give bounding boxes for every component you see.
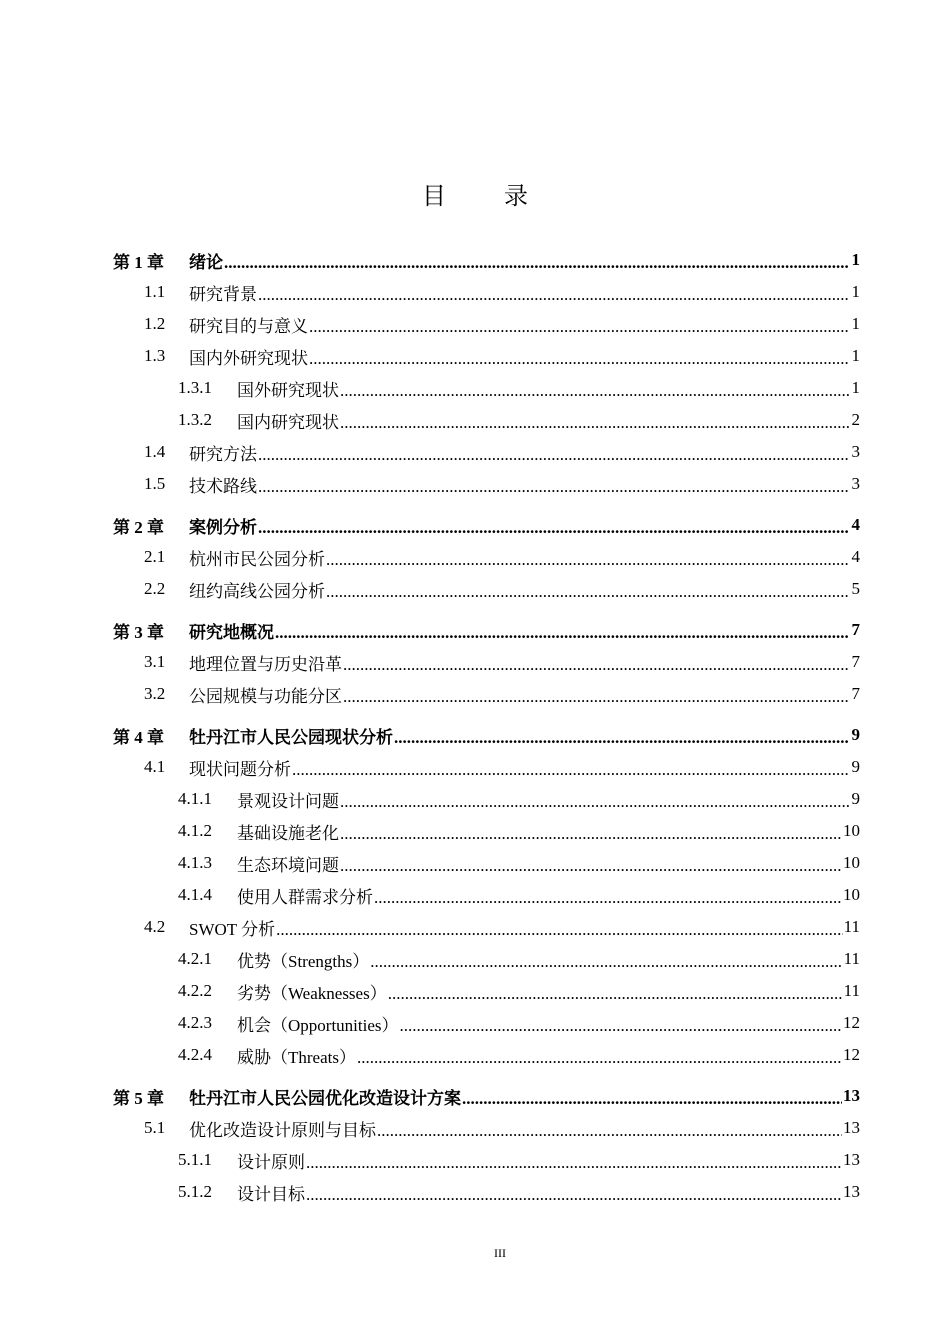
toc-entry[interactable] (113, 468, 860, 500)
toc-entry-page: 12 (843, 1045, 860, 1064)
toc-entry-number: 2.1 (144, 547, 166, 566)
toc-entry-page: 11 (843, 981, 860, 1000)
dot-leader (326, 550, 849, 570)
toc-entry[interactable] (113, 1112, 860, 1144)
toc-entry-title: 研究背景 (189, 284, 257, 304)
toc-entry-page: 9 (851, 757, 860, 776)
page-number-footer: III (494, 1246, 506, 1260)
toc-entry-page: 7 (851, 684, 860, 703)
toc-entry-title: 优化改造设计原则与目标 (189, 1120, 376, 1140)
dot-leader (309, 349, 849, 369)
toc-entry-title: 地理位置与历史沿革 (189, 654, 342, 674)
toc-entry-number: 4.2.4 (178, 1045, 212, 1064)
toc-entry-page: 1 (851, 346, 860, 365)
toc-entry-page: 10 (843, 821, 860, 840)
toc-entry-page: 2 (851, 410, 860, 429)
dot-leader (357, 1048, 842, 1068)
dot-leader (340, 792, 849, 812)
toc-entry-number: 1.5 (144, 474, 166, 493)
toc-entry-page: 5 (851, 579, 860, 598)
toc-entry-number: 4.2.2 (178, 981, 212, 1000)
toc-entry[interactable] (113, 646, 860, 678)
dot-leader (374, 888, 842, 908)
dot-leader (340, 413, 849, 433)
dot-leader (394, 728, 849, 748)
toc-entry-page: 10 (843, 885, 860, 904)
toc-entry-number: 1.4 (144, 442, 166, 461)
toc-entry-page: 11 (843, 917, 860, 936)
dot-leader (340, 824, 842, 844)
toc-entry-number: 1.1 (144, 282, 166, 301)
toc-entry[interactable] (113, 678, 860, 710)
toc-entry-number: 4.1.3 (178, 853, 212, 872)
toc-entry[interactable] (113, 975, 860, 1007)
toc-entry-title: 劣势（Weaknesses） (237, 983, 387, 1003)
toc-entry-page: 3 (851, 442, 860, 461)
toc-entry-page: 11 (843, 949, 860, 968)
toc-entry-page: 7 (851, 652, 860, 671)
toc-entry[interactable] (113, 1039, 860, 1071)
toc-entry[interactable] (113, 943, 860, 975)
toc-entry[interactable] (113, 1144, 860, 1176)
toc-entry-page: 13 (843, 1118, 860, 1137)
toc-entry[interactable] (113, 541, 860, 573)
toc-entry-page: 1 (851, 250, 860, 269)
toc-entry-title: SWOT 分析 (189, 919, 276, 939)
toc-entry-title: 威胁（Threats） (237, 1047, 356, 1067)
toc-entry[interactable] (113, 436, 860, 468)
toc-entry-title: 案例分析 (189, 517, 257, 537)
toc-entry-number: 2.2 (144, 579, 166, 598)
toc-entry-number: 5.1.2 (178, 1182, 212, 1201)
toc-entry[interactable] (113, 815, 860, 847)
toc-entry-number: 第 1 章 (113, 252, 164, 272)
toc-entry[interactable] (113, 1080, 860, 1112)
toc-entry-number: 4.1.1 (178, 789, 212, 808)
toc-entry-page: 13 (843, 1086, 860, 1105)
toc-entry[interactable] (113, 751, 860, 783)
dot-leader (276, 920, 843, 940)
toc-entry-title: 牡丹江市人民公园优化改造设计方案 (189, 1088, 461, 1108)
toc-entry-page: 1 (851, 282, 860, 301)
toc-entry-number: 4.1.4 (178, 885, 212, 904)
dot-leader (258, 477, 849, 497)
toc-entry-title: 基础设施老化 (237, 823, 339, 843)
toc-entry-page: 3 (851, 474, 860, 493)
toc-entry-title: 国内外研究现状 (189, 348, 308, 368)
toc-entry-number: 第 5 章 (113, 1088, 164, 1108)
toc-entry-title: 技术路线 (189, 476, 257, 496)
toc-entry-number: 4.2 (144, 917, 166, 936)
toc-entry[interactable] (113, 404, 860, 436)
dot-leader (343, 687, 849, 707)
toc-entry-number: 第 3 章 (113, 622, 164, 642)
dot-leader (306, 1185, 842, 1205)
toc-entry[interactable] (113, 879, 860, 911)
toc-entry-title: 研究地概况 (189, 622, 274, 642)
toc-entry[interactable] (113, 276, 860, 308)
toc-entry[interactable] (113, 911, 860, 943)
toc-entry-number: 1.2 (144, 314, 166, 333)
toc-entry-title: 景观设计问题 (237, 791, 339, 811)
toc-entry-number: 1.3.1 (178, 378, 212, 397)
dot-leader (343, 655, 849, 675)
dot-leader (258, 285, 849, 305)
toc-entry[interactable] (113, 1007, 860, 1039)
toc-entry-title: 生态环境问题 (237, 855, 339, 875)
dot-leader (400, 1016, 843, 1036)
dot-leader (258, 518, 849, 538)
dot-leader (326, 582, 849, 602)
toc-entry-page: 10 (843, 853, 860, 872)
toc-entry-number: 5.1.1 (178, 1150, 212, 1169)
toc-entry-number: 5.1 (144, 1118, 166, 1137)
toc-entry-title: 牡丹江市人民公园现状分析 (189, 727, 393, 747)
dot-leader (340, 381, 849, 401)
dot-leader (340, 856, 842, 876)
toc-entry[interactable] (113, 614, 860, 646)
toc-entry-title: 设计目标 (237, 1184, 305, 1204)
toc-entry-title: 优势（Strengths） (237, 951, 370, 971)
toc-entry-title: 绪论 (189, 252, 223, 272)
toc-entry-number: 第 2 章 (113, 517, 164, 537)
dot-leader (306, 1153, 842, 1173)
toc-entry-page: 7 (851, 620, 860, 639)
toc-entry-number: 4.2.3 (178, 1013, 212, 1032)
toc-entry-page: 12 (843, 1013, 860, 1032)
dot-leader (275, 623, 849, 643)
toc-entry-title: 机会（Opportunities） (237, 1015, 399, 1035)
table-of-contents (113, 244, 860, 1208)
toc-entry-title: 公园规模与功能分区 (189, 686, 342, 706)
dot-leader (388, 984, 843, 1004)
toc-entry-number: 4.1 (144, 757, 166, 776)
toc-entry[interactable] (113, 308, 860, 340)
dot-leader (292, 760, 849, 780)
toc-entry[interactable] (113, 340, 860, 372)
toc-entry-title: 设计原则 (237, 1152, 305, 1172)
toc-entry[interactable] (113, 509, 860, 541)
dot-leader (462, 1089, 842, 1109)
toc-entry-title: 现状问题分析 (189, 759, 291, 779)
toc-entry-title: 国内研究现状 (237, 412, 339, 432)
toc-entry-title: 国外研究现状 (237, 380, 339, 400)
toc-entry-number: 4.1.2 (178, 821, 212, 840)
toc-entry-title: 使用人群需求分析 (237, 887, 373, 907)
toc-entry-page: 13 (843, 1182, 860, 1201)
page-title: 目 录 (422, 184, 554, 210)
toc-entry-number: 3.2 (144, 684, 166, 703)
toc-entry-page: 1 (851, 314, 860, 333)
toc-entry-page: 1 (851, 378, 860, 397)
dot-leader (309, 317, 849, 337)
toc-entry-number: 1.3 (144, 346, 166, 365)
toc-entry-page: 9 (851, 789, 860, 808)
toc-entry[interactable] (113, 1176, 860, 1208)
toc-entry[interactable] (113, 244, 860, 276)
dot-leader (224, 253, 849, 273)
toc-entry-title: 杭州市民公园分析 (189, 549, 325, 569)
toc-entry[interactable] (113, 847, 860, 879)
toc-entry-page: 9 (851, 725, 860, 744)
toc-entry-page: 4 (851, 515, 860, 534)
toc-entry-number: 3.1 (144, 652, 166, 671)
dot-leader (258, 445, 849, 465)
dot-leader (370, 952, 842, 972)
toc-entry-page: 4 (851, 547, 860, 566)
toc-entry-title: 研究目的与意义 (189, 316, 308, 336)
toc-entry-number: 4.2.1 (178, 949, 212, 968)
toc-entry[interactable] (113, 783, 860, 815)
toc-entry-number: 1.3.2 (178, 410, 212, 429)
toc-entry-number: 第 4 章 (113, 727, 164, 747)
toc-entry-title: 研究方法 (189, 444, 257, 464)
toc-entry[interactable] (113, 573, 860, 605)
toc-entry-title: 纽约高线公园分析 (189, 581, 325, 601)
toc-entry[interactable] (113, 719, 860, 751)
dot-leader (377, 1121, 842, 1141)
toc-entry-page: 13 (843, 1150, 860, 1169)
toc-entry[interactable] (113, 372, 860, 404)
